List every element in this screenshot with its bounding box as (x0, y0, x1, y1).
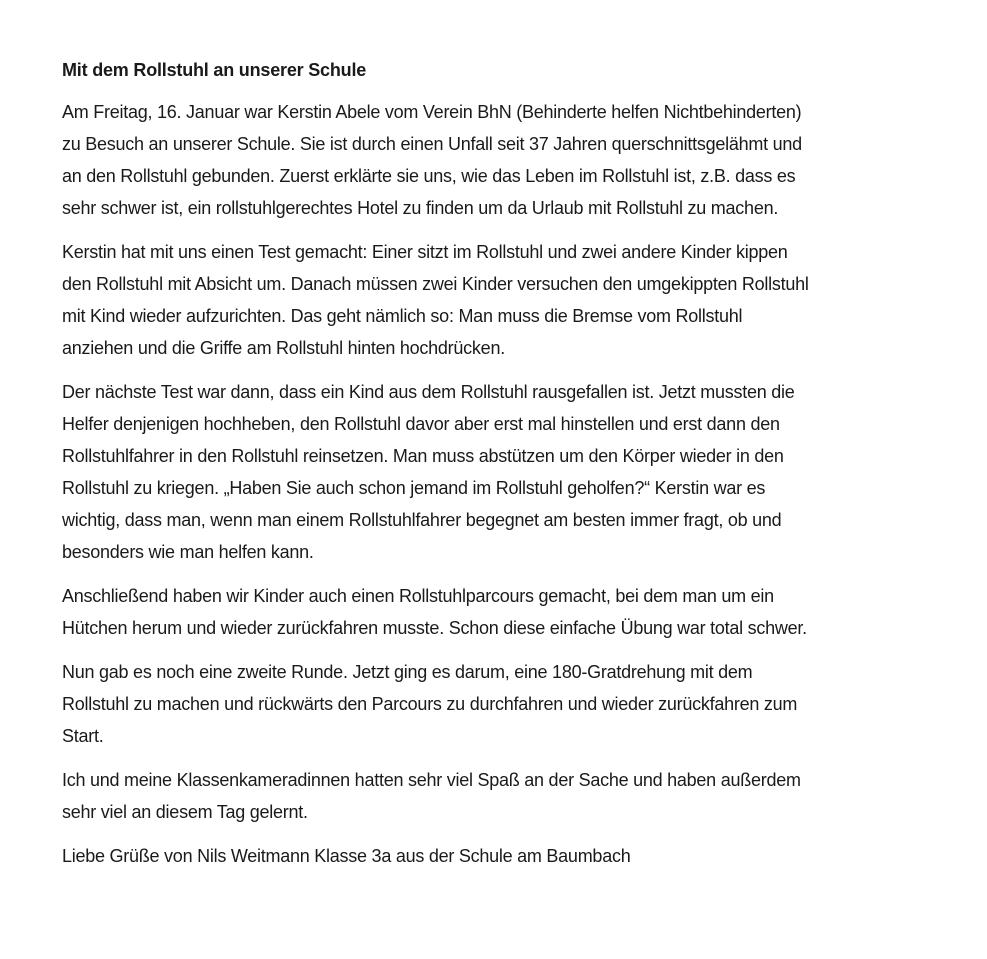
text-line: sehr viel an diesem Tag gelernt. (62, 802, 308, 822)
document-body (62, 56, 962, 884)
text-line: zu Besuch an unserer Schule. Sie ist durch einen Unfall seit 37 Jahren querschnittsgelähmt und (62, 134, 802, 154)
document-title: Mit dem Rollstuhl an unserer Schule (62, 60, 367, 80)
text-line: Start. (62, 726, 104, 746)
text-line: mit Kind wieder aufzurichten. Das geht nämlich so: Man muss die Bremse vom Rollstuhl (62, 306, 743, 326)
text-line: sehr schwer ist, ein rollstuhlgerechtes Hotel zu finden um da Urlaub mit Rollstuhl zu machen. (62, 198, 779, 218)
text-line: Kerstin hat mit uns einen Test gemacht: Einer sitzt im Rollstuhl und zwei andere Kinder kippen (62, 242, 788, 262)
text-line: Der nächste Test war dann, dass ein Kind aus dem Rollstuhl rausgefallen ist. Jetzt mussten die (62, 382, 795, 402)
text-line: Rollstuhlfahrer in den Rollstuhl reinsetzen. Man muss abstützen um den Körper wieder in den (62, 446, 784, 466)
paragraph-visit-intro (62, 96, 962, 224)
paragraph-conclusion (62, 764, 962, 828)
text-line: Nun gab es noch eine zweite Runde. Jetzt ging es darum, eine 180-Gratdrehung mit dem (62, 662, 753, 682)
text-line: wichtig, dass man, wenn man einem Rollstuhlfahrer begegnet am besten immer fragt, ob und (62, 510, 782, 530)
text-line: anziehen und die Griffe am Rollstuhl hinten hochdrücken. (62, 338, 505, 358)
paragraph-first-test (62, 236, 962, 364)
text-line: Ich und meine Klassenkameradinnen hatten sehr viel Spaß an der Sache und haben außerdem (62, 770, 801, 790)
text-line: Rollstuhl zu kriegen. „Haben Sie auch schon jemand im Rollstuhl geholfen?“ Kerstin war es (62, 478, 766, 498)
text-line: Helfer denjenigen hochheben, den Rollstuhl davor aber erst mal hinstellen und erst dann den (62, 414, 780, 434)
text-line: Liebe Grüße von Nils Weitmann Klasse 3a aus der Schule am Baumbach (62, 846, 631, 866)
text-line: Hütchen herum und wieder zurückfahren musste. Schon diese einfache Übung war total schwer. (62, 618, 807, 638)
paragraph-parcours (62, 580, 962, 644)
text-line: Rollstuhl zu machen und rückwärts den Parcours zu durchfahren und wieder zurückfahren zum (62, 694, 798, 714)
text-line: den Rollstuhl mit Absicht um. Danach müssen zwei Kinder versuchen den umgekippten Rollstuhl (62, 274, 809, 294)
paragraph-second-test (62, 376, 962, 568)
text-line: an den Rollstuhl gebunden. Zuerst erklärte sie uns, wie das Leben im Rollstuhl ist, z.B. dass es (62, 166, 796, 186)
text-line: Am Freitag, 16. Januar war Kerstin Abele vom Verein BhN (Behinderte helfen Nichtbehinderten) (62, 102, 802, 122)
paragraph-second-round (62, 656, 962, 752)
text-line: besonders wie man helfen kann. (62, 542, 314, 562)
paragraph-signature (62, 840, 962, 872)
text-line: Anschließend haben wir Kinder auch einen Rollstuhlparcours gemacht, bei dem man um ein (62, 586, 774, 606)
